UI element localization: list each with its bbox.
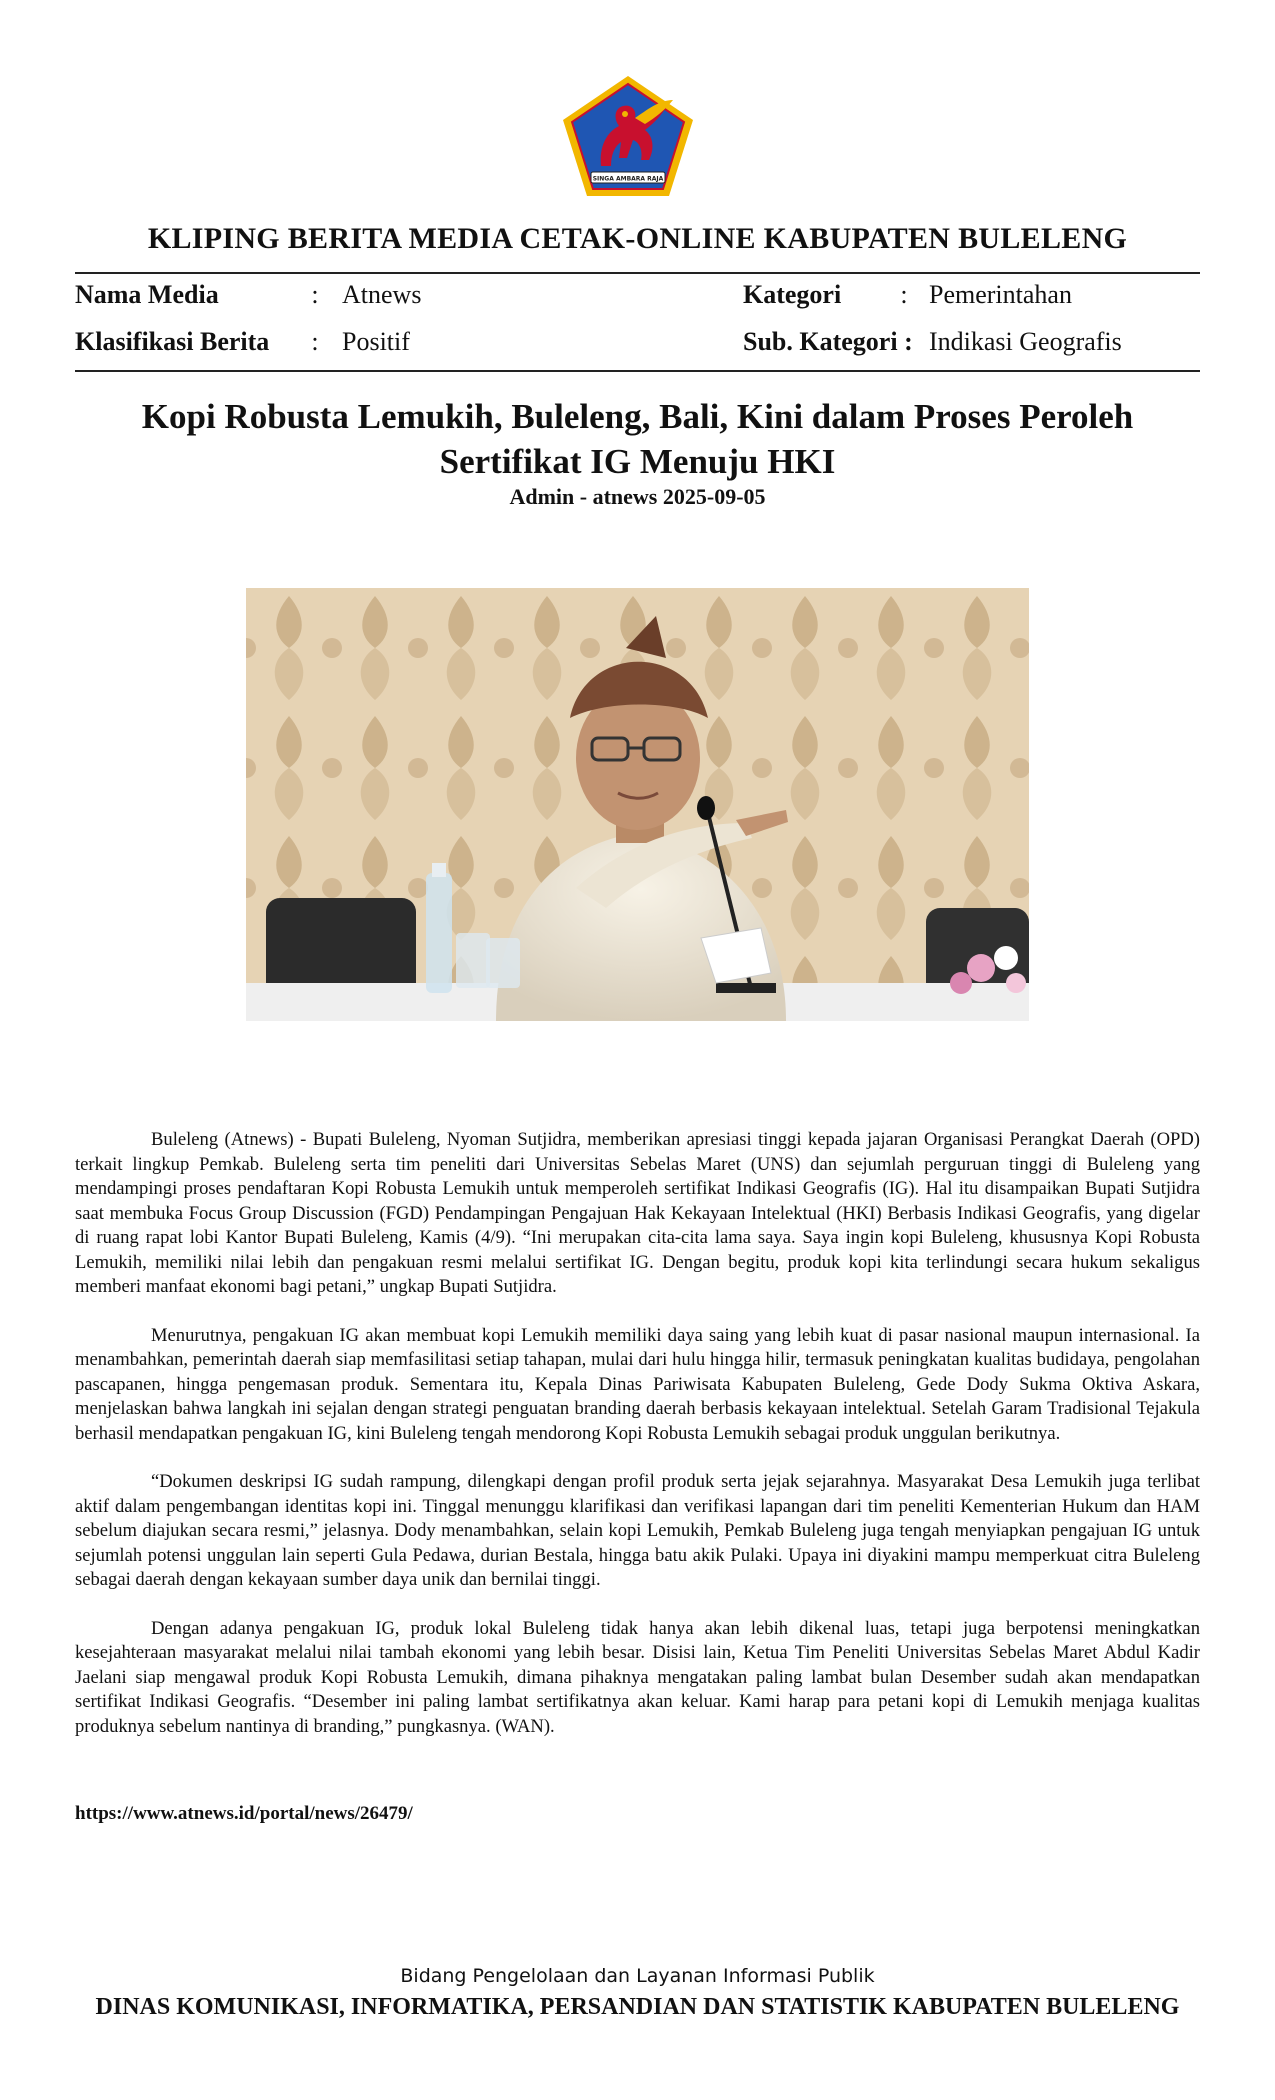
meta-separator: :	[311, 327, 319, 356]
footer-agency: DINAS KOMUNIKASI, INFORMATIKA, PERSANDIAN DAN STATISTIK KABUPATEN BULELENG	[95, 1994, 1180, 2020]
meta-label-klasifikasi: Klasifikasi Berita	[75, 327, 270, 356]
meta-label-nama-media: Nama Media	[75, 280, 219, 309]
meta-label-sub-kategori: Sub. Kategori :	[743, 327, 913, 356]
article-paragraph: Buleleng (Atnews) - Bupati Buleleng, Nyoman Sutjidra, memberikan apresiasi tinggi kepada jajaran Organisasi Perangkat Daerah (OPD) terkait lingkup Pemkab. Buleleng serta tim peneliti dari Universitas Sebelas Maret (UNS) dan sejumlah perguruan tinggi di Buleleng yang mendampingi proses pendaftaran Kopi Robusta Lemukih untuk memperoleh sertifikat Indikasi Geografis (IG). Hal itu disampaikan Bupati Sutjidra saat membuka Focus Group Discussion (FGD) Pendampingan Pengajuan Hak Kekayaan Intelektual (HKI) Berbasis Indikasi Geografis, yang digelar di ruang rapat lobi Kantor Bupati Buleleng, Kamis (4/9). “Ini merupakan cita-cita lama saya. Saya ingin kopi Buleleng, khususnya Kopi Robusta Lemukih, memiliki nilai lebih dan pengakuan resmi melalui sertifikat IG. Dengan begitu, produk kopi kita terlindungi secara hukum sekaligus memberi manfaat ekonomi bagi petani,” ungkap Bupati Sutjidra.	[75, 1129, 1200, 1297]
meta-separator: :	[900, 280, 908, 309]
article-byline: Admin - atnews 2025-09-05	[509, 484, 766, 509]
article-title: Kopi Robusta Lemukih, Buleleng, Bali, Kini dalam Proses Peroleh Sertifikat IG Menuju HKI	[141, 397, 1134, 481]
meta-value-nama-media: Atnews	[342, 280, 422, 309]
article-paragraph: Menurutnya, pengakuan IG akan membuat kopi Lemukih memiliki daya saing yang lebih kuat di pasar nasional maupun internasional. Ia menambahkan, pemerintah daerah siap memfasilitasi setiap tahapan, mulai dari hulu hingga hilir, termasuk peningkatan kualitas budidaya, pengolahan pascapanen, hingga pengemasan produk. Sementara itu, Kepala Dinas Pariwisata Kabupaten Buleleng, Gede Dody Sukma Oktiva Askara, menjelaskan bahwa langkah ini sejalan dengan strategi penguatan branding daerah berbasis kekayaan intelektual. Setelah Garam Tradisional Tejakula berhasil mendapatkan pengakuan IG, kini Buleleng tengah mendorong Kopi Robusta Lemukih sebagai produk unggulan berikutnya.	[75, 1324, 1200, 1444]
kabupaten-buleleng-logo	[561, 74, 695, 198]
meta-separator: :	[311, 280, 319, 309]
article-photo	[246, 588, 1029, 1021]
meta-klasifikasi	[75, 327, 410, 357]
meta-label-kategori: Kategori	[743, 280, 842, 309]
footer-department: Bidang Pengelolaan dan Layanan Informasi Publik	[400, 1965, 875, 1987]
meta-value-kategori: Pemerintahan	[929, 280, 1072, 309]
meta-nama-media	[75, 280, 421, 310]
source-url-link[interactable]: https://www.atnews.id/portal/news/26479/	[75, 1803, 413, 1824]
crest-icon	[561, 74, 695, 198]
article-paragraph: Dengan adanya pengakuan IG, produk lokal Buleleng tidak hanya akan lebih dikenal luas, tetapi juga berpotensi meningkatkan kesejahteraan masyarakat melalui nilai tambah ekonomi yang lebih besar. Disisi lain, Ketua Tim Peneliti Universitas Sebelas Maret Abdul Kadir Jaelani siap mengawal produk Kopi Robusta Lemukih, dimana pihaknya mengatakan paling lambat bulan Desember sudah akan mendapatkan sertifikat Indikasi Geografis. “Desember ini paling lambat sertifikatnya akan keluar. Kami harap para petani kopi di Lemukih menjaga kualitas produknya sebelum nantinya di branding,” pungkasnya. (WAN).	[75, 1617, 1200, 1737]
article-paragraph: “Dokumen deskripsi IG sudah rampung, dilengkapi dengan profil produk serta jejak sejarahnya. Masyarakat Desa Lemukih juga terlibat aktif dalam pengembangan identitas kopi ini. Tinggal menunggu klarifikasi dan verifikasi lapangan dari tim peneliti Kementerian Hukum dan HAM sebelum diajukan secara resmi,” jelasnya. Dody menambahkan, selain kopi Lemukih, Pemkab Buleleng juga tengah menyiapkan pengajuan IG untuk sejumlah potensi unggulan lain seperti Gula Pedawa, durian Bestala, hingga batu akik Pulaki. Upaya ini diyakini mampu memperkuat citra Buleleng sebagai daerah dengan kekayaan sumber daya unik dan bernilai tinggi.	[75, 1471, 1200, 1590]
meta-kategori	[743, 280, 1072, 310]
clipping-header-title: KLIPING BERITA MEDIA CETAK-ONLINE KABUPATEN BULELENG	[147, 222, 1128, 255]
logo-motto: SINGA AMBARA RAJA	[592, 175, 664, 183]
meta-value-klasifikasi: Positif	[342, 327, 410, 356]
header-divider-top	[75, 272, 1200, 274]
meta-sub-kategori	[743, 327, 1122, 357]
meta-value-sub-kategori: Indikasi Geografis	[929, 327, 1122, 356]
header-divider-bottom	[75, 370, 1200, 372]
article-body	[75, 1128, 1200, 1763]
